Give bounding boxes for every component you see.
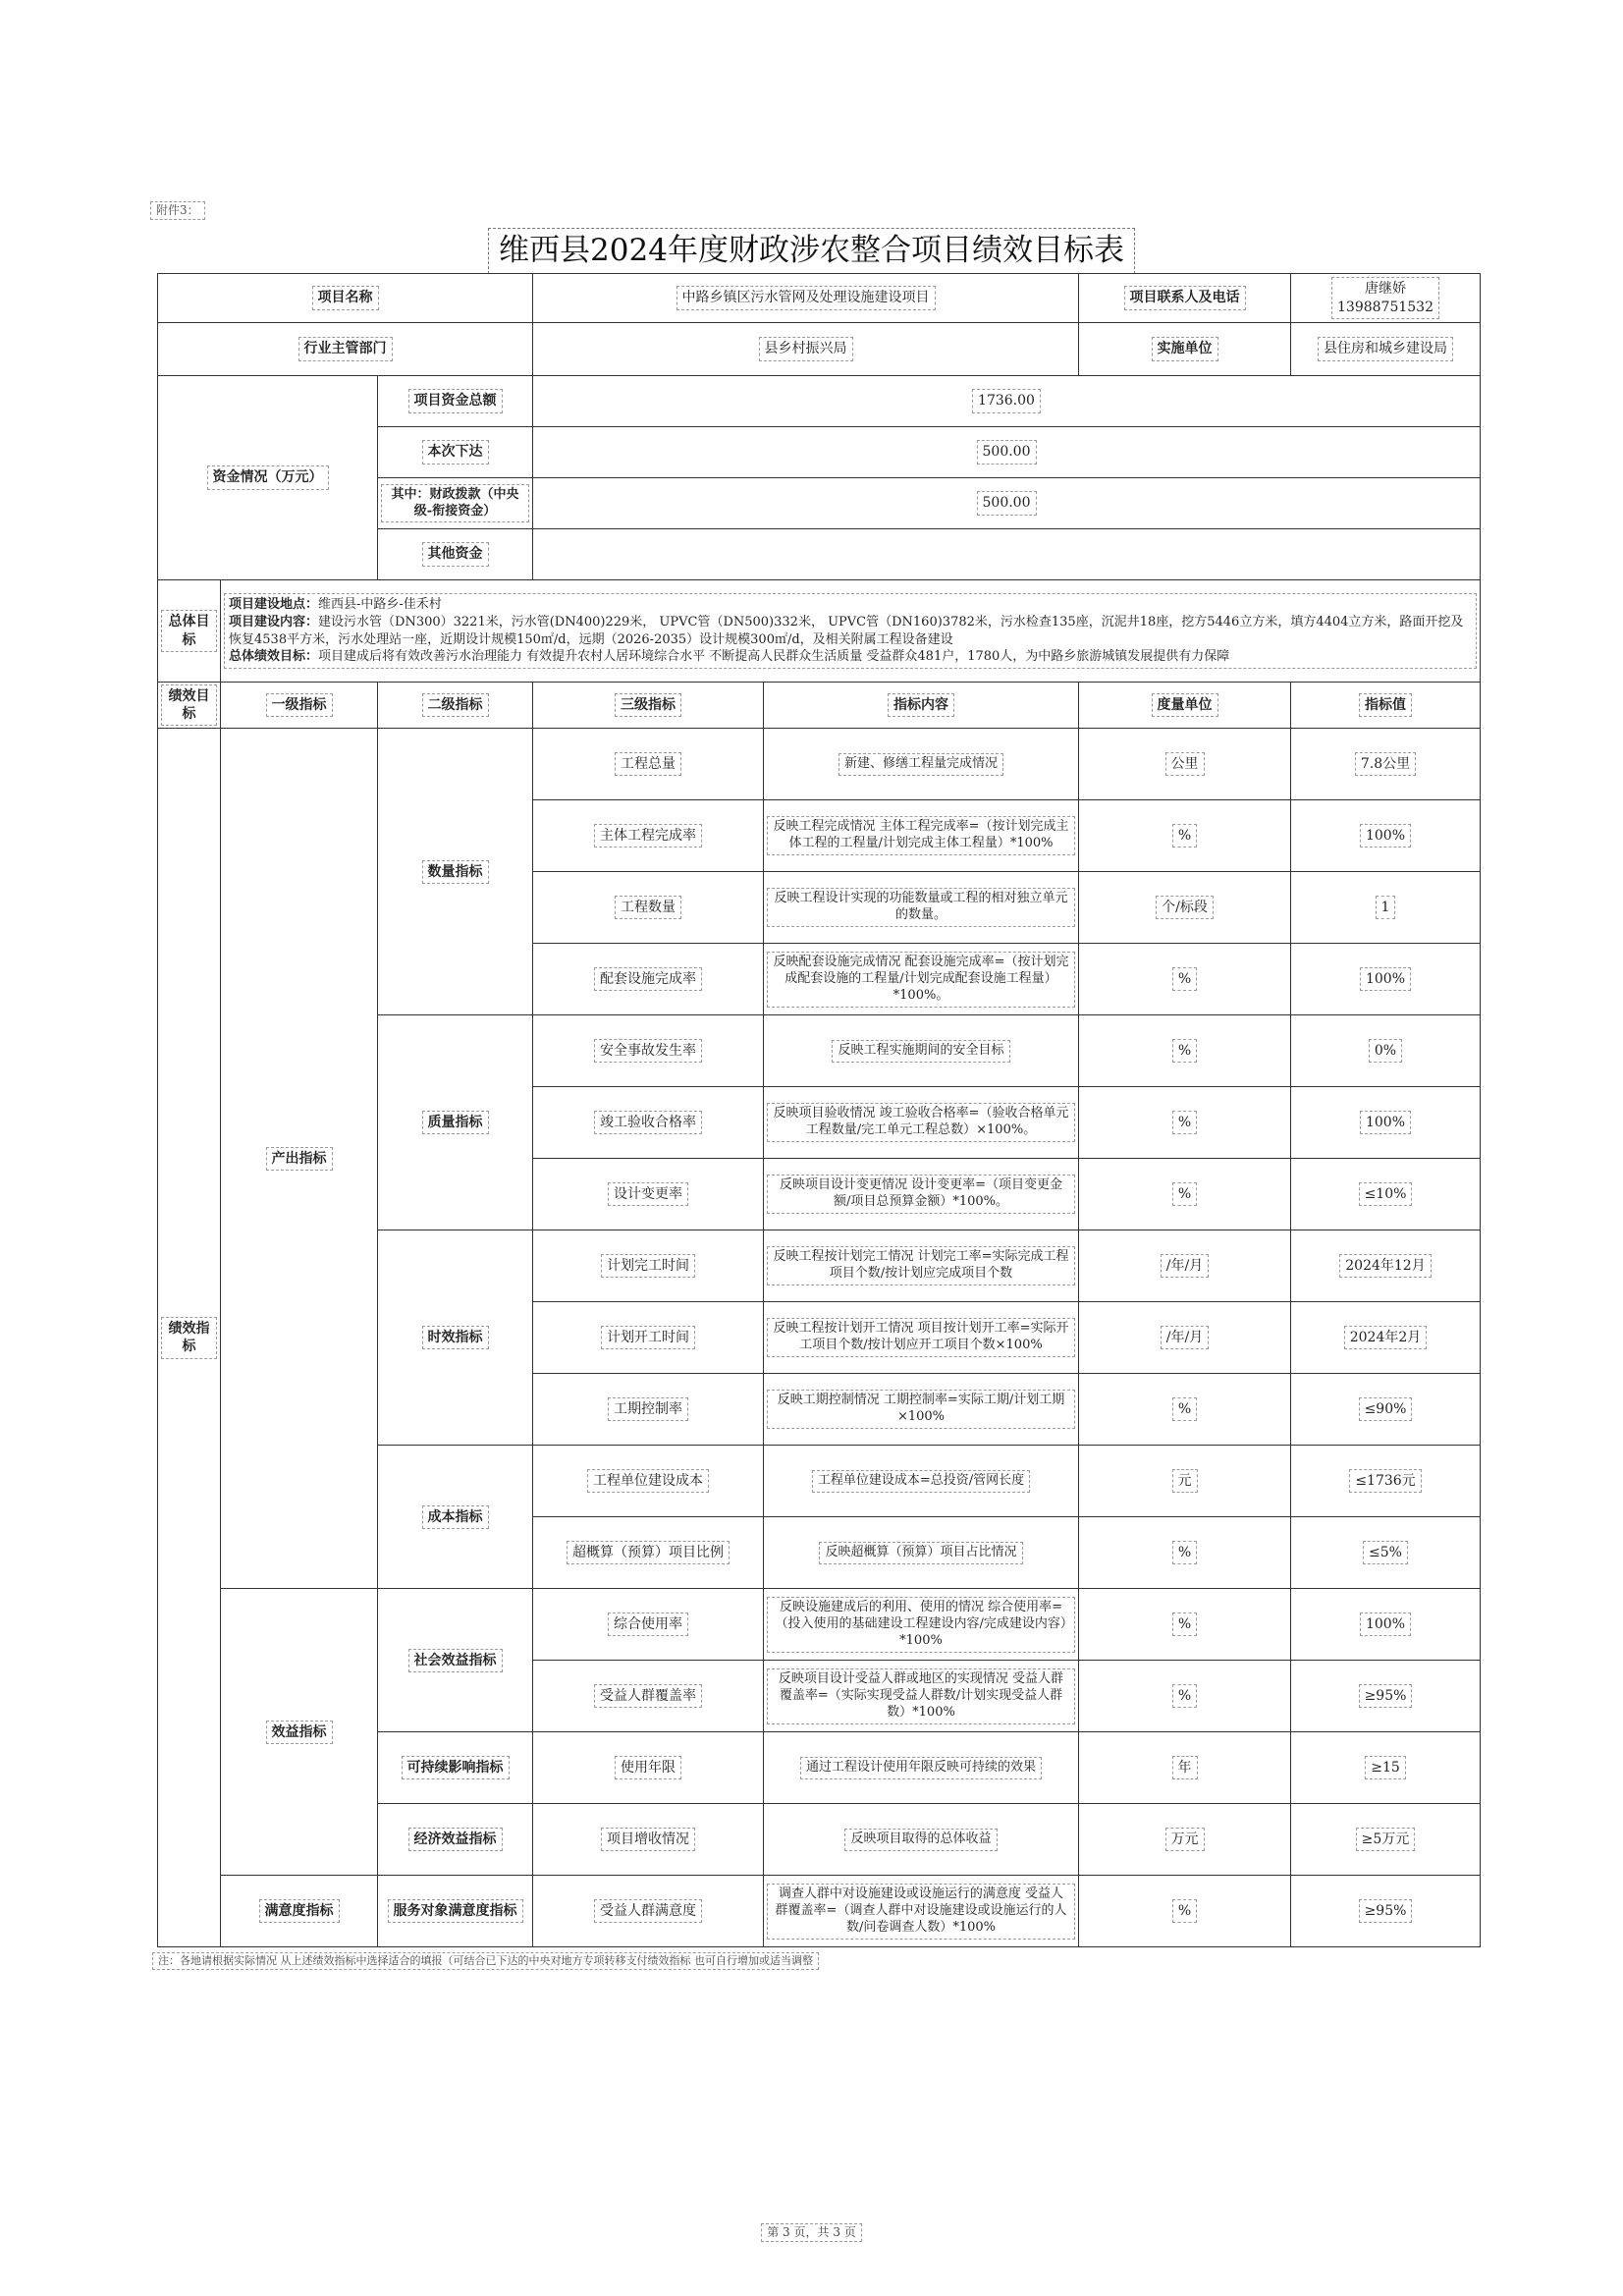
level2-timeliness: 时效指标: [378, 1230, 533, 1446]
indicator-unit: %: [1079, 944, 1291, 1015]
indicator-content: 反映项目设计受益人群或地区的实现情况 受益人群覆盖率=（实际实现受益人群数/计划实现受益人群数）*100%: [764, 1661, 1079, 1732]
indicator-unit: /年/月: [1079, 1230, 1291, 1302]
indicator-content: 反映工程按计划完工情况 计划完工率=实际完成工程项目个数/按计划应完成项目个数: [764, 1230, 1079, 1302]
funds-total-row: [158, 376, 1481, 427]
perf-header-col2: 二级指标: [378, 683, 533, 729]
content-label: 项目建设内容：: [229, 614, 319, 629]
level3-indicator: 受益人群满意度: [533, 1876, 764, 1947]
level3-indicator: 配套设施完成率: [533, 944, 764, 1015]
indicator-value: ≥5万元: [1291, 1804, 1481, 1876]
table-row: [158, 729, 1481, 800]
level2-sustain: 可持续影响指标: [378, 1732, 533, 1804]
indicator-content: 反映项目验收情况 竣工验收合格率=（验收合格单元工程数量/完工单元工程总数）×100%。: [764, 1087, 1079, 1159]
performance-table: [157, 273, 1481, 1947]
funds-issued-value: 500.00: [533, 427, 1481, 478]
indicator-content: 反映超概算（预算）项目占比情况: [764, 1517, 1079, 1589]
indicator-unit: %: [1079, 1374, 1291, 1446]
footnote: 注：各地请根据实际情况 从上述绩效指标中选择适合的填报（可结合已下达的中央对地方专项转移支付绩效指标 也可自行增加或适当调整: [152, 1952, 819, 1970]
dept-value: 县乡村振兴局: [533, 323, 1079, 376]
indicator-unit: 公里: [1079, 729, 1291, 800]
funds-issued-label: 本次下达: [378, 427, 533, 478]
indicator-unit: 年: [1079, 1732, 1291, 1804]
indicator-content: 新建、修缮工程量完成情况: [764, 729, 1079, 800]
level1-benefit: 效益指标: [221, 1589, 378, 1876]
funds-label: 资金情况（万元）: [158, 376, 378, 580]
perf-header-col5: 度量单位: [1079, 683, 1291, 729]
indicator-unit: %: [1079, 1159, 1291, 1230]
indicator-unit: %: [1079, 1015, 1291, 1087]
indicator-content: 反映项目设计变更情况 设计变更率=（项目变更金额/项目总预算金额）*100%。: [764, 1159, 1079, 1230]
goal-label: 总体绩效目标：: [229, 649, 319, 665]
indicator-unit: %: [1079, 800, 1291, 872]
overall-target-row: [158, 580, 1481, 683]
site-label: 项目建设地点：: [229, 597, 319, 613]
table-row: [158, 1876, 1481, 1947]
indicator-value: 2024年2月: [1291, 1302, 1481, 1374]
indicator-unit: /年/月: [1079, 1302, 1291, 1374]
indicator-value: ≥95%: [1291, 1876, 1481, 1947]
level2-service: 服务对象满意度指标: [378, 1876, 533, 1947]
indicator-value: ≤1736元: [1291, 1446, 1481, 1517]
contact-name: 唐继娇: [1364, 281, 1406, 298]
indicator-value: ≥15: [1291, 1732, 1481, 1804]
indicator-value: 0%: [1291, 1015, 1481, 1087]
indicator-unit: %: [1079, 1517, 1291, 1589]
page-indicator: 第 3 页，共 3 页: [0, 2223, 1623, 2242]
indicator-unit: %: [1079, 1087, 1291, 1159]
level3-indicator: 使用年限: [533, 1732, 764, 1804]
indicator-value: ≤5%: [1291, 1517, 1481, 1589]
indicator-unit: 万元: [1079, 1804, 1291, 1876]
funds-total-label: 项目资金总额: [378, 376, 533, 427]
level3-indicator: 计划开工时间: [533, 1302, 764, 1374]
indicator-content: 反映工程实施期间的安全目标: [764, 1015, 1079, 1087]
indicator-content: 反映工程完成情况 主体工程完成率=（按计划完成主体工程的工程量/计划完成主体工程量）*100%: [764, 800, 1079, 872]
level3-indicator: 综合使用率: [533, 1589, 764, 1661]
level2-quantity: 数量指标: [378, 729, 533, 1015]
contact-phone: 13988751532: [1337, 299, 1434, 315]
funds-other-label: 其他资金: [378, 529, 533, 580]
indicator-content: 工程单位建设成本=总投资/管网长度: [764, 1446, 1079, 1517]
indicator-value: ≥95%: [1291, 1661, 1481, 1732]
perf-header-col3: 三级指标: [533, 683, 764, 729]
contact-label: 项目联系人及电话: [1079, 274, 1291, 323]
indicator-value: 2024年12月: [1291, 1230, 1481, 1302]
level1-output: 产出指标: [221, 729, 378, 1589]
funds-other-value: [533, 529, 1481, 580]
dept-row: [158, 323, 1481, 376]
goal-value: 项目建成后将有效改善污水治理能力 有效提升农村人居环境综合水平 不断提高人民群众生活质量 受益群众481户，1780人，为中路乡旅游城镇发展提供有力保障: [318, 649, 1230, 665]
indicator-value: 7.8公里: [1291, 729, 1481, 800]
level2-quality: 质量指标: [378, 1015, 533, 1230]
attachment-label: 附件3：: [150, 201, 205, 220]
level3-indicator: 工期控制率: [533, 1374, 764, 1446]
level3-indicator: 主体工程完成率: [533, 800, 764, 872]
funds-fiscal-value: 500.00: [533, 478, 1481, 529]
site-value: 维西县-中路乡-佳禾村: [318, 597, 442, 613]
funds-total-value: 1736.00: [533, 376, 1481, 427]
overall-label: 总体目标: [158, 580, 221, 683]
indicator-value: 1: [1291, 872, 1481, 944]
indicator-value: 100%: [1291, 800, 1481, 872]
table-row: [158, 1589, 1481, 1661]
indicator-content: 反映工程设计实现的功能数量或工程的相对独立单元的数量。: [764, 872, 1079, 944]
impl-label: 实施单位: [1079, 323, 1291, 376]
indicator-content: 调查人群中对设施建设或设施运行的满意度 受益人群覆盖率=（调查人群中对设施建设或设施运行的人数/问卷调查人数）*100%: [764, 1876, 1079, 1947]
level3-indicator: 工程单位建设成本: [533, 1446, 764, 1517]
indicator-unit: %: [1079, 1589, 1291, 1661]
level3-indicator: 竣工验收合格率: [533, 1087, 764, 1159]
content-value: 建设污水管（DN300）3221米，污水管(DN400)229米， UPVC管（DN500)332米， UPVC管（DN160)3782米，污水检查135座，沉泥井18座，挖方5446立方米，填方4404立方米，路面开挖及恢复4538平方米，污水处理站一座，近期设计规模150㎡/d，远期（2026-2035）设计规模300㎡/d，及相关附属工程设备建设: [229, 614, 1464, 647]
level3-indicator: 计划完工时间: [533, 1230, 764, 1302]
impl-value: 县住房和城乡建设局: [1291, 323, 1481, 376]
project-name-value: 中路乡镇区污水管网及处理设施建设项目: [533, 274, 1079, 323]
contact-value: [1291, 274, 1481, 323]
perf-label: 绩效指标: [158, 729, 221, 1947]
indicator-value: 100%: [1291, 1087, 1481, 1159]
indicator-value: ≤10%: [1291, 1159, 1481, 1230]
indicator-content: 反映工期控制情况 工期控制率=实际工期/计划工期×100%: [764, 1374, 1079, 1446]
indicator-content: 反映配套设施完成情况 配套设施完成率=（按计划完成配套设施的工程量/计划完成配套设施工程量）*100%。: [764, 944, 1079, 1015]
indicator-value: 100%: [1291, 944, 1481, 1015]
indicator-unit: %: [1079, 1661, 1291, 1732]
indicator-unit: 元: [1079, 1446, 1291, 1517]
indicator-unit: %: [1079, 1876, 1291, 1947]
overall-content: [221, 580, 1481, 683]
perf-header-col0: 绩效目标: [158, 683, 221, 729]
perf-header-row: [158, 683, 1481, 729]
level3-indicator: 工程数量: [533, 872, 764, 944]
level3-indicator: 设计变更率: [533, 1159, 764, 1230]
level3-indicator: 安全事故发生率: [533, 1015, 764, 1087]
funds-fiscal-label: 其中：财政拨款（中央级-衔接资金）: [378, 478, 533, 529]
perf-header-col4: 指标内容: [764, 683, 1079, 729]
level2-cost: 成本指标: [378, 1446, 533, 1589]
level1-satisfaction: 满意度指标: [221, 1876, 378, 1947]
level3-indicator: 受益人群覆盖率: [533, 1661, 764, 1732]
indicator-value: ≤90%: [1291, 1374, 1481, 1446]
indicator-content: 通过工程设计使用年限反映可持续的效果: [764, 1732, 1079, 1804]
page-title: 维西县2024年度财政涉农整合项目绩效目标表: [0, 228, 1623, 274]
indicator-content: 反映项目取得的总体收益: [764, 1804, 1079, 1876]
perf-header-col6: 指标值: [1291, 683, 1481, 729]
project-name-row: [158, 274, 1481, 323]
level2-social: 社会效益指标: [378, 1589, 533, 1732]
level3-indicator: 工程总量: [533, 729, 764, 800]
dept-label: 行业主管部门: [158, 323, 533, 376]
perf-header-col1: 一级指标: [221, 683, 378, 729]
project-name-label: 项目名称: [158, 274, 533, 323]
indicator-content: 反映设施建成后的利用、使用的情况 综合使用率=（投入使用的基础建设工程建设内容/完成建设内容）*100%: [764, 1589, 1079, 1661]
level3-indicator: 超概算（预算）项目比例: [533, 1517, 764, 1589]
level3-indicator: 项目增收情况: [533, 1804, 764, 1876]
level2-economic: 经济效益指标: [378, 1804, 533, 1876]
indicator-value: 100%: [1291, 1589, 1481, 1661]
indicator-unit: 个/标段: [1079, 872, 1291, 944]
indicator-content: 反映工程按计划开工情况 项目按计划开工率=实际开工项目个数/按计划应开工项目个数×100%: [764, 1302, 1079, 1374]
